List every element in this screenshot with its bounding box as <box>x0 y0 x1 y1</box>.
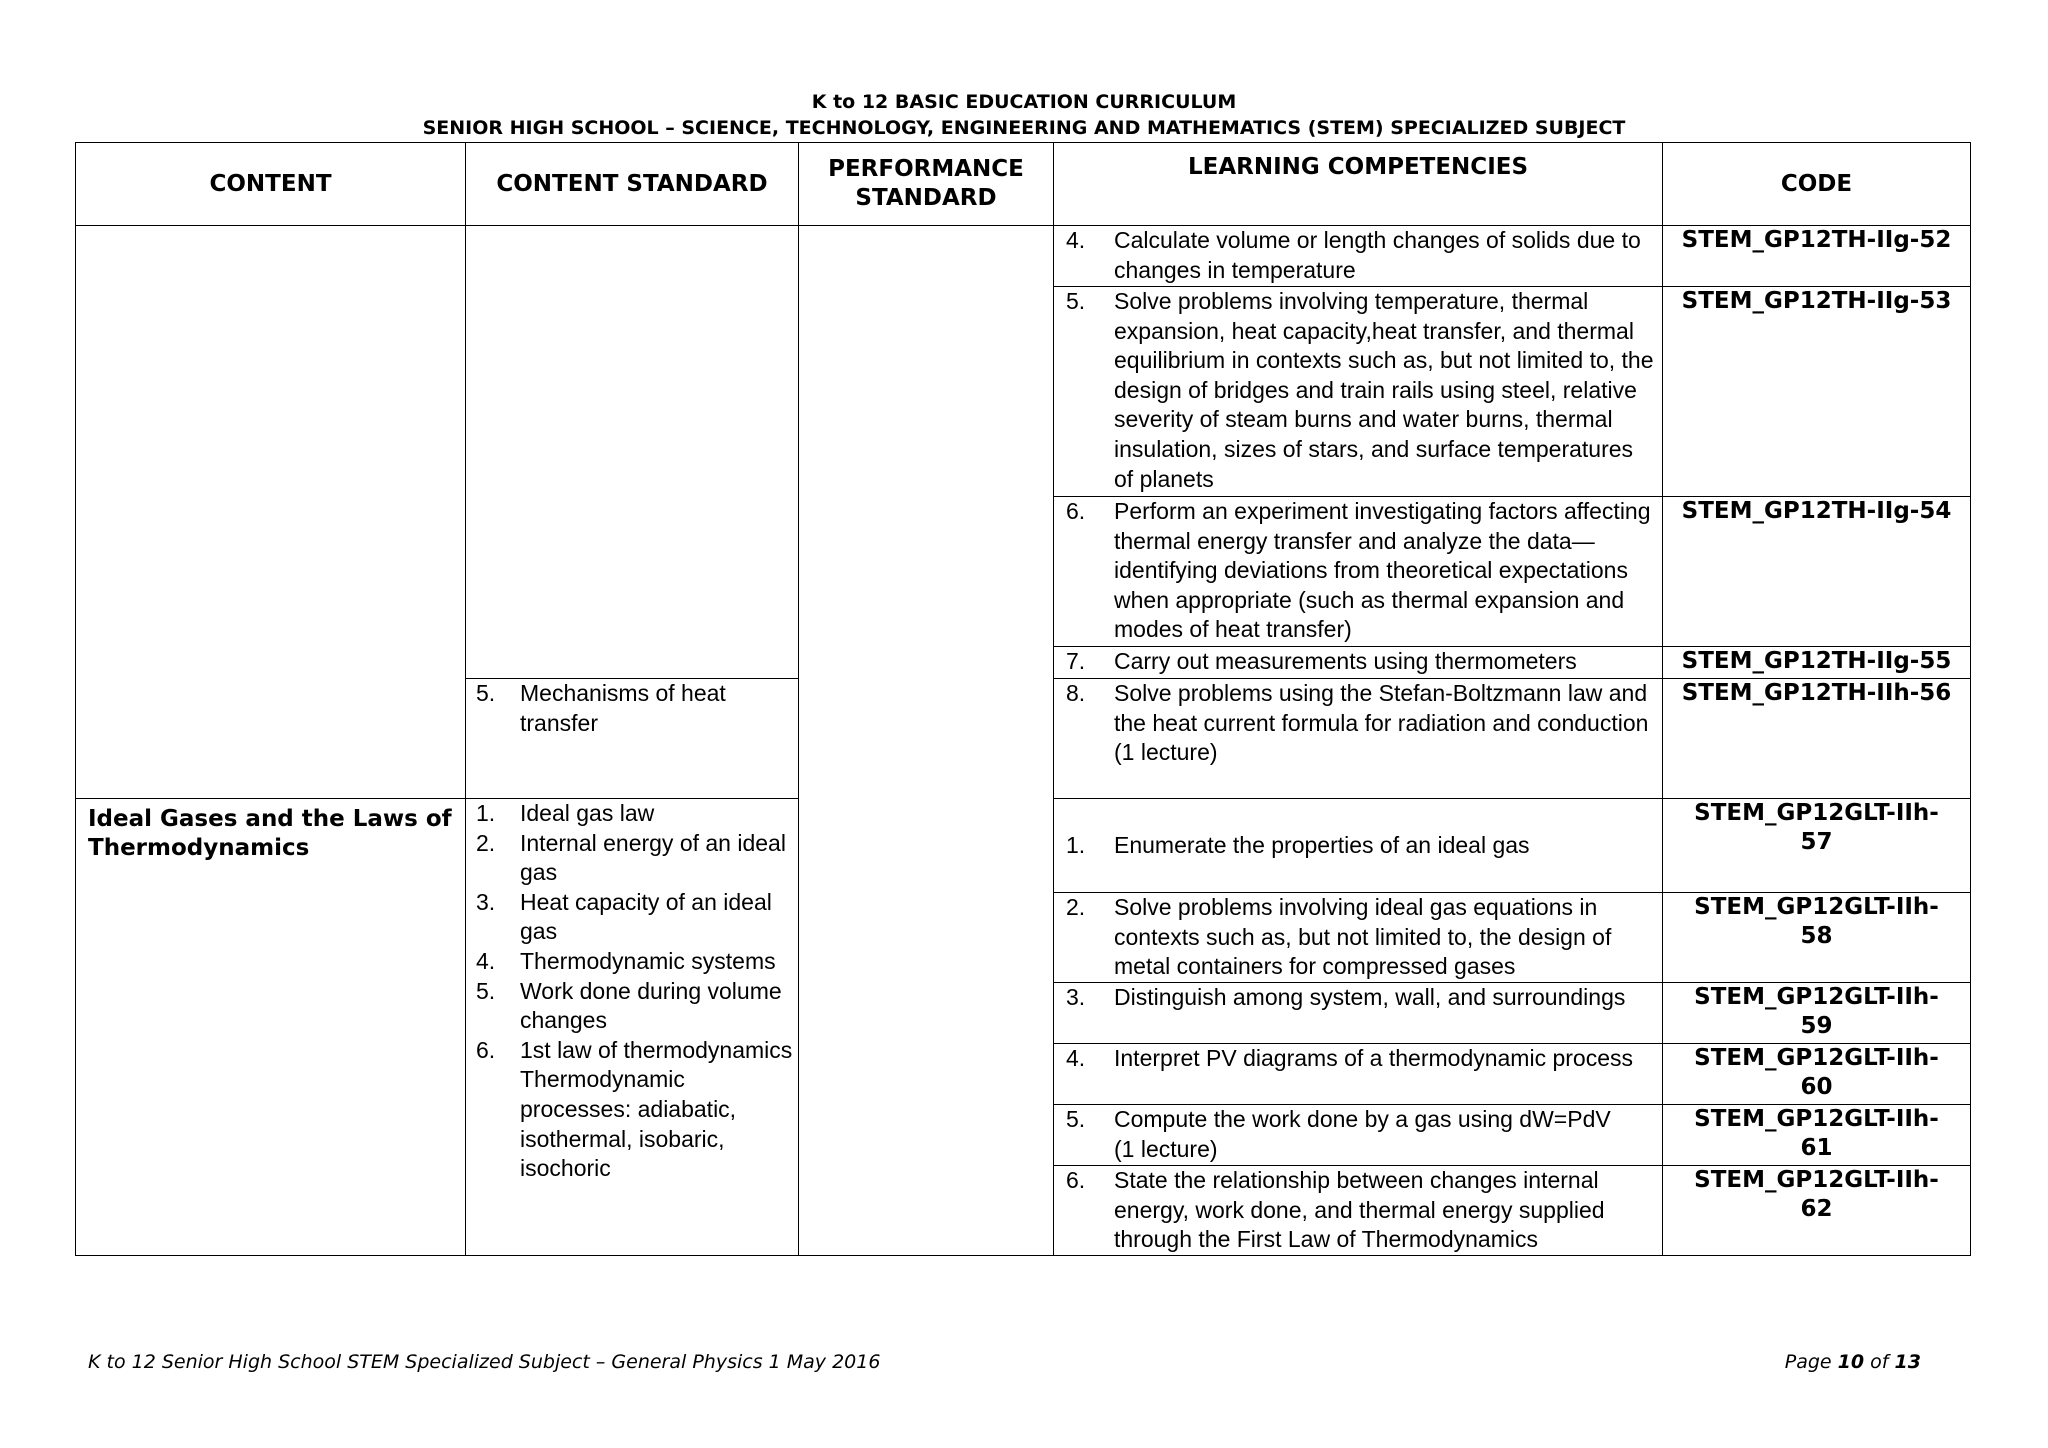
list-number: 1. <box>476 800 496 826</box>
code-line2: 58 <box>1800 923 1833 949</box>
competency-note: (1 lecture) <box>1114 1135 1218 1162</box>
code-cell: STEM_GP12TH-IIg-55 <box>1663 647 1971 679</box>
competency-number: 1. <box>1066 831 1086 858</box>
competency-text: Perform an experiment investigating factors affecting thermal energy transfer and analyze the data—identifying deviations from theoretical expectations when appropriate (such as thermal expansion and modes of heat transfer) <box>1114 498 1651 643</box>
code-line2: 57 <box>1800 829 1833 855</box>
col-header-content: CONTENT <box>76 143 466 226</box>
list-number: 2. <box>476 829 496 856</box>
competency-cell <box>1054 287 1663 497</box>
competency-number: 7. <box>1066 648 1086 674</box>
footer-document-info: K to 12 Senior High School STEM Specialized Subject – General Physics 1 May 2016 <box>88 1351 881 1373</box>
list-item <box>466 888 798 947</box>
competency-text: Solve problems involving ideal gas equations in contexts such as, but not limited to, the design of metal containers for compressed gases <box>1114 894 1612 980</box>
competency-text: Interpret PV diagrams of a thermodynamic process <box>1114 1045 1634 1071</box>
competency-cell <box>1054 893 1663 983</box>
competency-number: 6. <box>1066 1167 1086 1193</box>
code-line2: 60 <box>1800 1074 1833 1100</box>
competency-number: 8. <box>1066 680 1086 706</box>
footer-page-number <box>1785 1350 1921 1374</box>
competency-cell <box>1054 679 1663 799</box>
of-word: of <box>1870 1351 1889 1373</box>
code-cell <box>1663 1105 1971 1166</box>
competency-cell <box>1054 1105 1663 1166</box>
competency-text: Solve problems involving temperature, thermal expansion, heat capacity,heat transfer, and thermal equilibrium in contexts such as, but not limited to, the design of bridges and train rails using steel, relative severity of steam burns and water burns, thermal insulation, sizes of stars, and surface temperatures of planets <box>1114 288 1654 492</box>
list-text: Thermodynamic processes: adiabatic, <box>520 1066 737 1122</box>
document-subtitle: SENIOR HIGH SCHOOL – SCIENCE, TECHNOLOGY, ENGINEERING AND MATHEMATICS (STEM) SPECIALIZED SUBJECT <box>422 117 1626 139</box>
competency-cell <box>1054 647 1663 679</box>
code-cell <box>1663 799 1971 893</box>
list-number: 3. <box>476 888 496 915</box>
list-text: Ideal gas law <box>520 800 655 826</box>
performance-standard-cell <box>799 226 1054 1256</box>
competency-text: Solve problems using the Stefan-Boltzmann law and the heat current formula for radiation and conduction <box>1114 680 1649 736</box>
code-cell <box>1663 893 1971 983</box>
list-item-continuation <box>466 1125 798 1184</box>
content-standard-cell <box>466 799 799 1256</box>
competency-cell <box>1054 497 1663 647</box>
list-text: Heat capacity of an ideal gas <box>520 888 772 945</box>
list-item <box>466 1036 798 1066</box>
content-standard-list <box>466 799 798 1184</box>
code-cell: STEM_GP12TH-IIg-53 <box>1663 287 1971 497</box>
list-item <box>466 799 798 829</box>
code-line1: STEM_GP12GLT-IIh- <box>1694 894 1939 920</box>
competency-text: Enumerate the properties of an ideal gas <box>1114 831 1530 858</box>
list-number: 6. <box>476 1036 496 1063</box>
competency-cell <box>1054 1166 1663 1256</box>
competency-number: 4. <box>1066 1045 1086 1071</box>
competency-cell <box>1054 226 1663 287</box>
content-standard-cell-empty <box>466 226 799 679</box>
competency-note: (1 lecture) <box>1114 739 1218 766</box>
content-standard-list <box>466 679 798 738</box>
code-cell <box>1663 1166 1971 1256</box>
competency-number: 6. <box>1066 498 1086 524</box>
list-text: isothermal, isobaric, isochoric <box>520 1125 725 1182</box>
code-cell <box>1663 1044 1971 1105</box>
content-title: Ideal Gases and the Laws of Thermodynamics <box>88 806 452 861</box>
list-number: 5. <box>476 977 496 1004</box>
competency-text: Carry out measurements using thermometers <box>1114 648 1577 674</box>
page-current: 10 <box>1837 1351 1865 1373</box>
code-cell: STEM_GP12TH-IIh-56 <box>1663 679 1971 799</box>
curriculum-table <box>75 142 1971 1256</box>
code-line1: STEM_GP12GLT-IIh- <box>1694 984 1939 1010</box>
code-cell: STEM_GP12TH-IIg-52 <box>1663 226 1971 287</box>
competency-number: 3. <box>1066 984 1086 1010</box>
list-number: 4. <box>476 947 496 974</box>
code-line1: STEM_GP12GLT-IIh- <box>1694 800 1939 826</box>
content-standard-cell <box>466 679 799 799</box>
list-text: Thermodynamic systems <box>520 947 776 974</box>
competency-number: 5. <box>1066 1106 1086 1132</box>
col-header-content-standard: CONTENT STANDARD <box>466 143 799 226</box>
list-item <box>466 679 798 738</box>
col-header-code: CODE <box>1663 143 1971 226</box>
col-header-performance-line2: STANDARD <box>855 185 997 211</box>
code-line2: 61 <box>1800 1135 1833 1161</box>
competency-text: State the relationship between changes internal energy, work done, and thermal energy supplied through the First Law of Thermodynamics <box>1114 1167 1605 1253</box>
table-header-row <box>76 143 1971 226</box>
competency-text: Compute the work done by a gas using dW=PdV <box>1114 1106 1611 1132</box>
document-title: K to 12 BASIC EDUCATION CURRICULUM <box>811 91 1237 113</box>
competency-text: Calculate volume or length changes of solids due to changes in temperature <box>1114 227 1641 283</box>
content-cell <box>76 799 466 1256</box>
competency-cell <box>1054 799 1663 893</box>
table-row <box>76 226 1971 287</box>
list-text: 1st law of thermodynamics <box>520 1036 793 1063</box>
list-item <box>466 947 798 977</box>
col-header-learning-competencies: LEARNING COMPETENCIES <box>1054 143 1663 226</box>
competency-text: Distinguish among system, wall, and surroundings <box>1114 984 1626 1010</box>
competency-number: 2. <box>1066 894 1086 920</box>
code-line2: 59 <box>1800 1013 1833 1039</box>
list-text: Internal energy of an ideal gas <box>520 829 786 886</box>
code-cell <box>1663 983 1971 1044</box>
list-number: 5. <box>476 680 496 706</box>
competency-number: 4. <box>1066 227 1086 253</box>
list-item <box>466 829 798 888</box>
code-line1: STEM_GP12GLT-IIh- <box>1694 1106 1939 1132</box>
code-cell: STEM_GP12TH-IIg-54 <box>1663 497 1971 647</box>
list-text: Work done during volume changes <box>520 977 782 1034</box>
competency-cell <box>1054 1044 1663 1105</box>
code-line1: STEM_GP12GLT-IIh- <box>1694 1045 1939 1071</box>
page-total: 13 <box>1894 1351 1921 1373</box>
list-item <box>466 977 798 1036</box>
competency-cell <box>1054 983 1663 1044</box>
competency-number: 5. <box>1066 288 1086 314</box>
list-item-continuation <box>466 1065 798 1124</box>
list-text: Mechanisms of heat transfer <box>520 680 726 736</box>
page-word: Page <box>1784 1351 1832 1373</box>
code-line2: 62 <box>1800 1196 1833 1222</box>
code-line1: STEM_GP12GLT-IIh- <box>1694 1167 1939 1193</box>
content-cell-empty <box>76 226 466 799</box>
col-header-performance-line1: PERFORMANCE <box>828 156 1024 182</box>
col-header-performance-standard <box>799 143 1054 226</box>
